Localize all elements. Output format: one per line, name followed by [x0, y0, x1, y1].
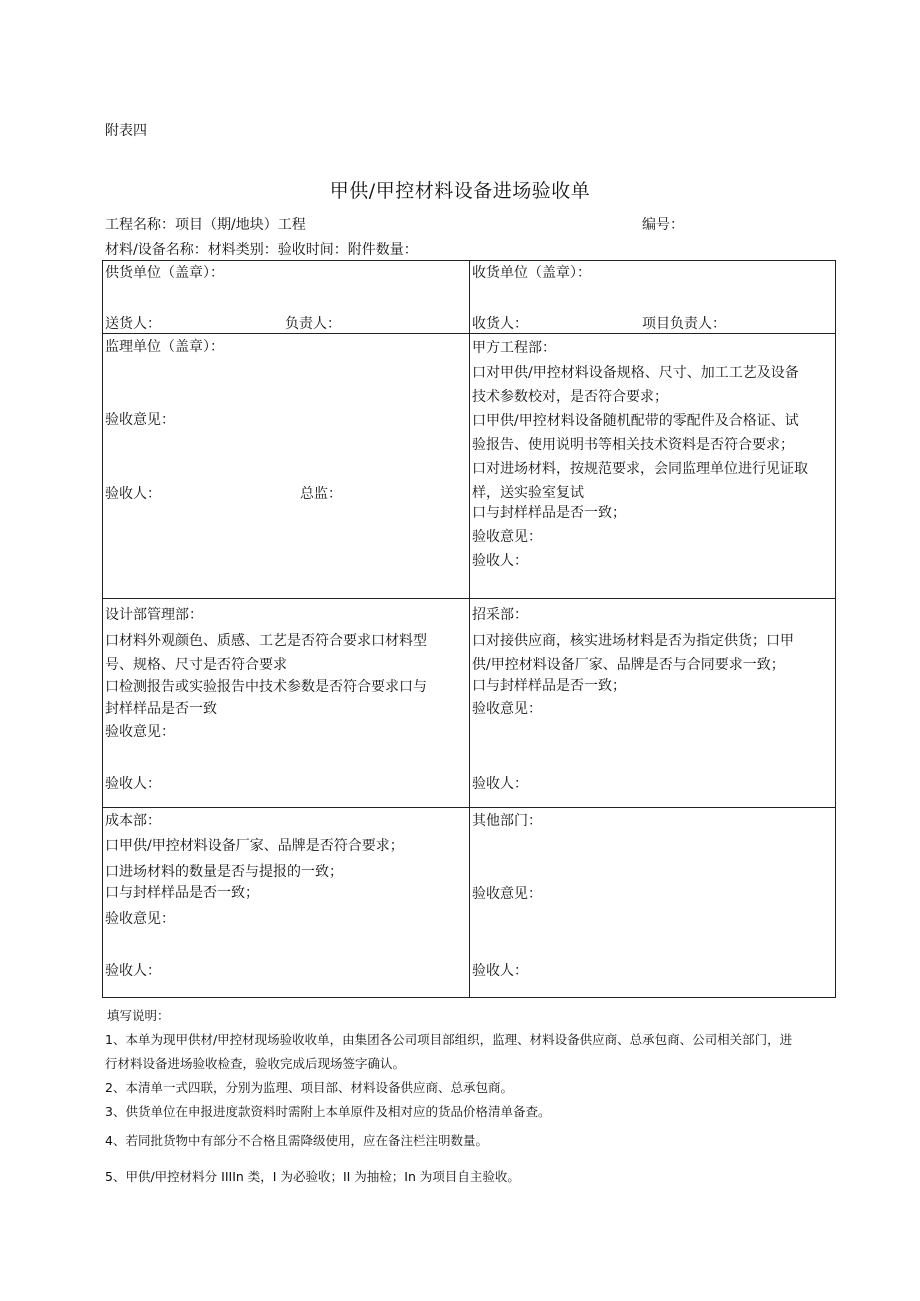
- note-item: 2、本清单一式四联，分别为监理、项目部、材料设备供应商、总承包商。: [105, 1080, 513, 1095]
- form-number-label: 编号：: [642, 217, 684, 233]
- note-item: 5、甲供/甲控材料分 IIIIn 类，I 为必验收；II 为抽检；In 为项目自主验收。: [105, 1169, 520, 1184]
- procurement-check-line: 口与封样样品是否一致；: [472, 678, 626, 694]
- procurement-dept-label: 招采部：: [472, 607, 528, 623]
- cost-check-line: 口与封样样品是否一致；: [105, 885, 259, 901]
- cost-check-line: 口甲供/甲控材料设备厂家、品牌是否符合要求；: [105, 838, 404, 854]
- note-item: 4、若同批货物中有部分不合格且需降级使用，应在备注栏注明数量。: [105, 1133, 488, 1148]
- note-item: 1、本单为现甲供材/甲控材现场验收收单，由集团各公司项目部组织，监理、材料设备供应商、总承包商、公司相关部门，进: [105, 1032, 793, 1047]
- other-opinion-label: 验收意见：: [472, 886, 542, 902]
- owner-check-line: 口对甲供/甲控材料设备规格、尺寸、加工工艺及设备: [472, 365, 799, 381]
- design-dept-label: 设计部管理部：: [105, 607, 203, 623]
- design-check-line: 号、规格、尺寸是否符合要求: [105, 657, 287, 673]
- owner-check-line: 口与封样样品是否一致；: [472, 505, 626, 521]
- cost-inspector-label: 验收人：: [105, 963, 161, 979]
- owner-check-line: 口对进场材料，按规范要求，会同监理单位进行见证取: [472, 461, 808, 477]
- other-dept-label: 其他部门：: [472, 813, 542, 829]
- supplier-seal-label: 供货单位（盖章）：: [105, 265, 224, 281]
- procurement-opinion-label: 验收意见：: [472, 701, 542, 717]
- supervision-seal-label: 监理单位（盖章）：: [105, 339, 224, 355]
- form-title: 甲供/甲控材料设备进场验收单: [329, 180, 591, 202]
- supervision-inspector-label: 验收人：: [105, 486, 161, 502]
- owner-engineering-label: 甲方工程部：: [472, 340, 556, 356]
- design-inspector-label: 验收人：: [105, 776, 161, 792]
- procurement-check-line: 口对接供应商，核实进场材料是否为指定供货；口甲: [472, 633, 794, 649]
- supervision-opinion-label: 验收意见：: [105, 412, 175, 428]
- design-check-line: 封样样品是否一致: [105, 701, 217, 717]
- owner-inspector-label: 验收人：: [472, 553, 528, 569]
- project-manager-label: 项目负责人：: [642, 316, 726, 332]
- note-item: 3、供货单位在申报进度款资料时需附上本单原件及相对应的货品价格清单备查。: [105, 1104, 551, 1119]
- project-name-line: 工程名称：项目（期/地块）工程: [105, 217, 306, 233]
- owner-opinion-label: 验收意见：: [472, 529, 542, 545]
- appendix-label: 附表四: [105, 123, 147, 139]
- notes-heading: 填写说明：: [107, 1008, 170, 1023]
- owner-check-line: 样，送实验室复试: [472, 485, 584, 501]
- chief-supervisor-label: 总监：: [300, 486, 342, 502]
- design-check-line: 口检测报告或实验报告中技术参数是否符合要求口与: [105, 679, 427, 695]
- design-check-line: 口材料外观颜色、质感、工艺是否符合要求口材料型: [105, 633, 427, 649]
- note-item: 行材料设备进场验收检查，验收完成后现场签字确认。: [105, 1056, 406, 1071]
- material-info-line: 材料/设备名称：材料类别：验收时间：附件数量：: [105, 242, 418, 258]
- design-opinion-label: 验收意见：: [105, 724, 175, 740]
- other-inspector-label: 验收人：: [472, 963, 528, 979]
- receiver-seal-label: 收货单位（盖章）：: [472, 265, 591, 281]
- supplier-responsible-label: 负责人：: [285, 316, 341, 332]
- receiver-person-label: 收货人：: [472, 316, 528, 332]
- procurement-inspector-label: 验收人：: [472, 776, 528, 792]
- cost-check-line: 口进场材料的数量是否与提报的一致；: [105, 864, 343, 880]
- owner-check-line: 验报告、使用说明书等相关技术资料是否符合要求；: [472, 437, 794, 453]
- procurement-check-line: 供/甲控材料设备厂家、品牌是否与合同要求一致；: [472, 657, 785, 673]
- delivery-person-label: 送货人：: [105, 316, 161, 332]
- cost-opinion-label: 验收意见：: [105, 911, 175, 927]
- owner-check-line: 技术参数校对，是否符合要求；: [472, 389, 668, 405]
- owner-check-line: 口甲供/甲控材料设备随机配带的零配件及合格证、试: [472, 413, 799, 429]
- cost-dept-label: 成本部：: [105, 813, 161, 829]
